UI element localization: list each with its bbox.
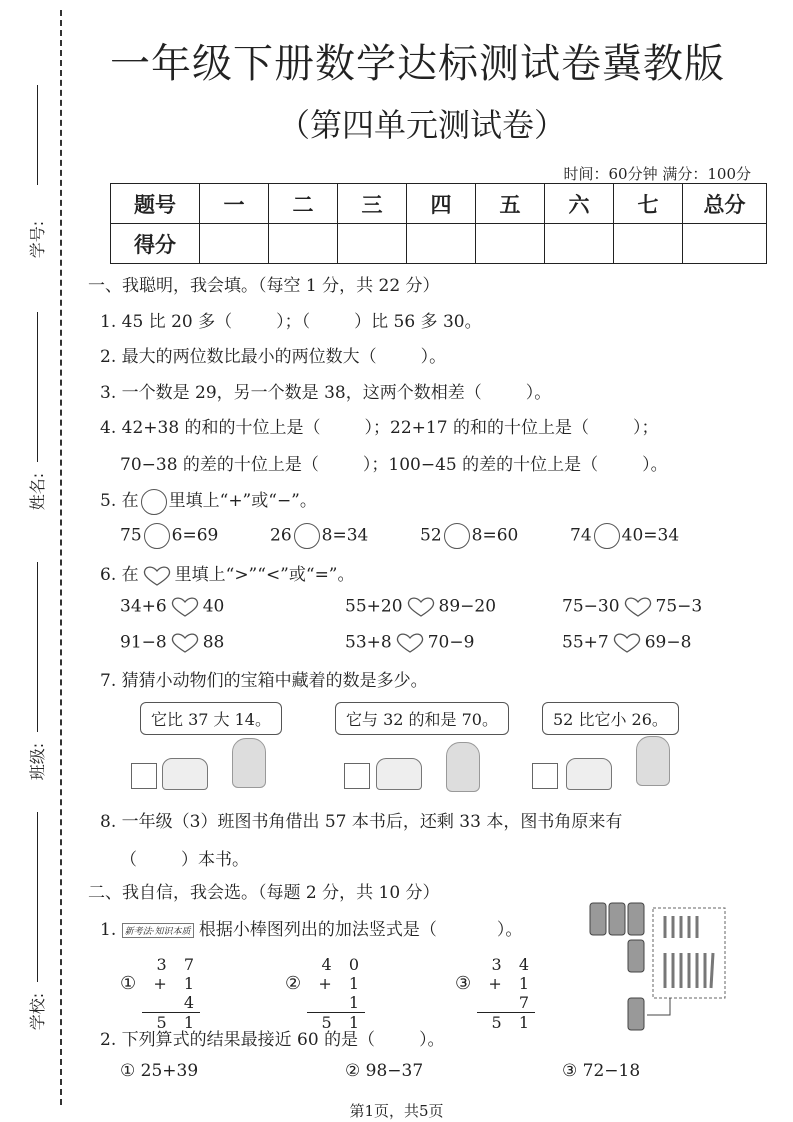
expression-left: 55+7	[562, 632, 609, 653]
option-mark: ③	[455, 973, 472, 994]
q-text: 3. 一个数是 29，另一个数是 38，这两个数相差（	[100, 383, 482, 403]
addend-1: 4 0	[321, 955, 365, 974]
heart-icon	[142, 565, 172, 587]
new-method-tag: 新考法·知识本质	[122, 923, 194, 938]
score-cell[interactable]	[407, 224, 476, 264]
operand: 40=34	[621, 525, 680, 546]
treasure-chest-icon	[376, 758, 422, 790]
question-1-8a: 8. 一年级（3）班图书角借出 57 本书后，还剩 33 本，图书角原来有	[100, 812, 623, 832]
option-3[interactable]: ③ 72−18	[562, 1061, 641, 1081]
q-text: ）；22+17 的和的十位上是（	[364, 418, 589, 438]
sum: 5 1	[321, 1013, 365, 1032]
q-text: 根据小棒图列出的加法竖式是（	[198, 920, 437, 940]
q-text: ）本书。	[181, 850, 249, 870]
q-text: ）比 56 多 30。	[354, 312, 482, 332]
class-line	[37, 562, 38, 732]
score-cell[interactable]	[200, 224, 269, 264]
q5-item	[570, 523, 679, 549]
operand: 6=69	[171, 525, 219, 546]
addend-2: + 1 1	[318, 974, 365, 1012]
header-cell: 六	[545, 184, 614, 224]
school-label: 学校:	[28, 992, 48, 1031]
q-text: ）。	[420, 347, 447, 367]
heart-comparison-input[interactable]	[612, 632, 642, 654]
operand: 26	[270, 525, 292, 546]
name-label: 姓名:	[28, 472, 48, 511]
header-cell: 总分	[683, 184, 767, 224]
expression-left: 91−8	[120, 632, 167, 653]
tiger-illustration	[446, 742, 480, 792]
answer-box[interactable]	[131, 763, 157, 789]
option-2[interactable]: ② 98−37	[345, 1061, 424, 1081]
question-1-1	[100, 307, 482, 332]
operand: 74	[570, 525, 592, 546]
question-1-8b	[120, 845, 249, 870]
q-text: 里填上“+”或“−”。	[168, 491, 317, 511]
question-2-2	[100, 1025, 445, 1050]
class-label: 班级:	[28, 742, 48, 781]
score-cell[interactable]	[338, 224, 407, 264]
addend-1: 3 4	[491, 955, 535, 974]
section1-heading: 一、我聪明，我会填。（每空 1 分，共 22 分）	[88, 276, 440, 296]
q6-item	[562, 632, 691, 654]
score-table-header-row	[111, 184, 767, 224]
expression-left: 34+6	[120, 596, 167, 617]
q6-item	[120, 596, 224, 618]
heart-comparison-input[interactable]	[170, 632, 200, 654]
question-1-7: 7. 猜猜小动物们的宝箱中藏着的数是多少。	[100, 671, 428, 691]
score-cell[interactable]	[476, 224, 545, 264]
score-table-score-row	[111, 224, 767, 264]
q6-item	[120, 632, 224, 654]
question-1-2	[100, 342, 446, 367]
expression-right: 89−20	[438, 596, 497, 617]
sum: 5 1	[156, 1013, 200, 1032]
header-cell: 五	[476, 184, 545, 224]
heart-comparison-input[interactable]	[623, 596, 653, 618]
speech-bubble-panda: 52 比它小 26。	[542, 702, 679, 735]
operator-circle-input[interactable]	[594, 523, 620, 549]
operand: 52	[420, 525, 442, 546]
header-cell: 二	[269, 184, 338, 224]
page-title: 一年级下册数学达标测试卷冀教版	[110, 41, 725, 87]
q-text: 里填上“>”“<”或“=”。	[174, 565, 355, 585]
q6-item	[562, 596, 702, 618]
score-cell[interactable]	[683, 224, 767, 264]
header-cell: 一	[200, 184, 269, 224]
option-2[interactable]	[285, 955, 365, 1032]
expression-left: 55+20	[345, 596, 403, 617]
answer-box[interactable]	[344, 763, 370, 789]
name-line	[37, 312, 38, 462]
option-mark: ②	[285, 973, 302, 994]
sum: 5 1	[491, 1013, 535, 1032]
page-footer: 第1页，共5页	[349, 1102, 444, 1120]
question-1-6	[100, 560, 355, 587]
header-cell: 三	[338, 184, 407, 224]
score-cell[interactable]	[545, 224, 614, 264]
question-1-4b	[120, 450, 668, 475]
q-text: （	[120, 850, 137, 870]
q-text: 6. 在	[100, 565, 139, 585]
q-number: 1.	[100, 920, 117, 940]
heart-comparison-input[interactable]	[395, 632, 425, 654]
question-1-5	[100, 486, 317, 515]
q5-item	[420, 523, 518, 549]
operator-circle-input[interactable]	[144, 523, 170, 549]
time-info: 时间：60分钟 满分：100分	[563, 165, 751, 183]
stick-bundle-diagram	[585, 898, 735, 1038]
heart-comparison-input[interactable]	[406, 596, 436, 618]
option-1[interactable]: ① 25+39	[120, 1061, 199, 1081]
binding-dashed-line	[60, 10, 62, 1105]
q5-item	[120, 523, 218, 549]
question-1-3	[100, 378, 551, 403]
section2-heading: 二、我自信，我会选。（每题 2 分，共 10 分）	[88, 883, 440, 903]
operator-circle-input[interactable]	[444, 523, 470, 549]
operand: 8=60	[471, 525, 519, 546]
option-mark: ①	[120, 973, 137, 994]
option-3[interactable]	[455, 955, 535, 1032]
expression-right: 70−9	[427, 632, 475, 653]
panda-illustration	[636, 736, 670, 786]
dog-illustration	[232, 738, 266, 788]
expression-right: 40	[202, 596, 225, 617]
q-text: ）；（	[276, 312, 311, 332]
q-text: ）。	[419, 1030, 445, 1050]
addend-2: + 1 7	[488, 974, 535, 1012]
score-cell[interactable]	[614, 224, 683, 264]
operand: 75	[120, 525, 142, 546]
addend-1: 3 7	[156, 955, 200, 974]
q-text: ）；	[632, 418, 659, 438]
addend-2: + 1 4	[153, 974, 200, 1012]
question-2-1	[100, 915, 522, 940]
question-1-4a	[100, 413, 658, 438]
q-text: ）。	[642, 455, 668, 475]
student-id-line	[37, 85, 38, 185]
expression-right: 69−8	[644, 632, 692, 653]
page-subtitle: （第四单元测试卷）	[278, 106, 567, 144]
q6-item	[345, 596, 496, 618]
school-line	[37, 812, 38, 982]
expression-right: 88	[202, 632, 225, 653]
q-text: 5. 在	[100, 491, 139, 511]
expression-right: 75−3	[655, 596, 703, 617]
score-cell[interactable]	[269, 224, 338, 264]
q-text: 2. 最大的两位数比最小的两位数大（	[100, 347, 377, 367]
q-text: 2. 下列算式的结果最接近 60 的是（	[100, 1030, 376, 1050]
student-id-label: 学号:	[28, 220, 48, 259]
q-text: ）。	[525, 383, 552, 403]
score-table	[110, 183, 767, 264]
speech-bubble-dog: 它比 37 大 14。	[140, 702, 282, 735]
treasure-chest-icon	[162, 758, 208, 790]
q5-item	[270, 523, 368, 549]
expression-left: 75−30	[562, 596, 620, 617]
header-cell: 题号	[111, 184, 200, 224]
q-text: 4. 42+38 的和的十位上是（	[100, 418, 321, 438]
answer-box[interactable]	[532, 763, 558, 789]
operator-circle-input[interactable]	[294, 523, 320, 549]
q-text: ）；100−45 的差的十位上是（	[362, 455, 599, 475]
circle-icon	[141, 489, 167, 515]
treasure-chest-icon	[566, 758, 612, 790]
operand: 8=34	[321, 525, 369, 546]
q-text: ）。	[496, 920, 523, 940]
option-1[interactable]	[120, 955, 200, 1032]
q-text: 70−38 的差的十位上是（	[120, 455, 319, 475]
header-cell: 七	[614, 184, 683, 224]
q-text: 1. 45 比 20 多（	[100, 312, 233, 332]
header-cell: 四	[407, 184, 476, 224]
q6-item	[345, 632, 474, 654]
heart-comparison-input[interactable]	[170, 596, 200, 618]
speech-bubble-tiger: 它与 32 的和是 70。	[335, 702, 509, 735]
expression-left: 53+8	[345, 632, 392, 653]
row-label: 得分	[111, 224, 200, 264]
